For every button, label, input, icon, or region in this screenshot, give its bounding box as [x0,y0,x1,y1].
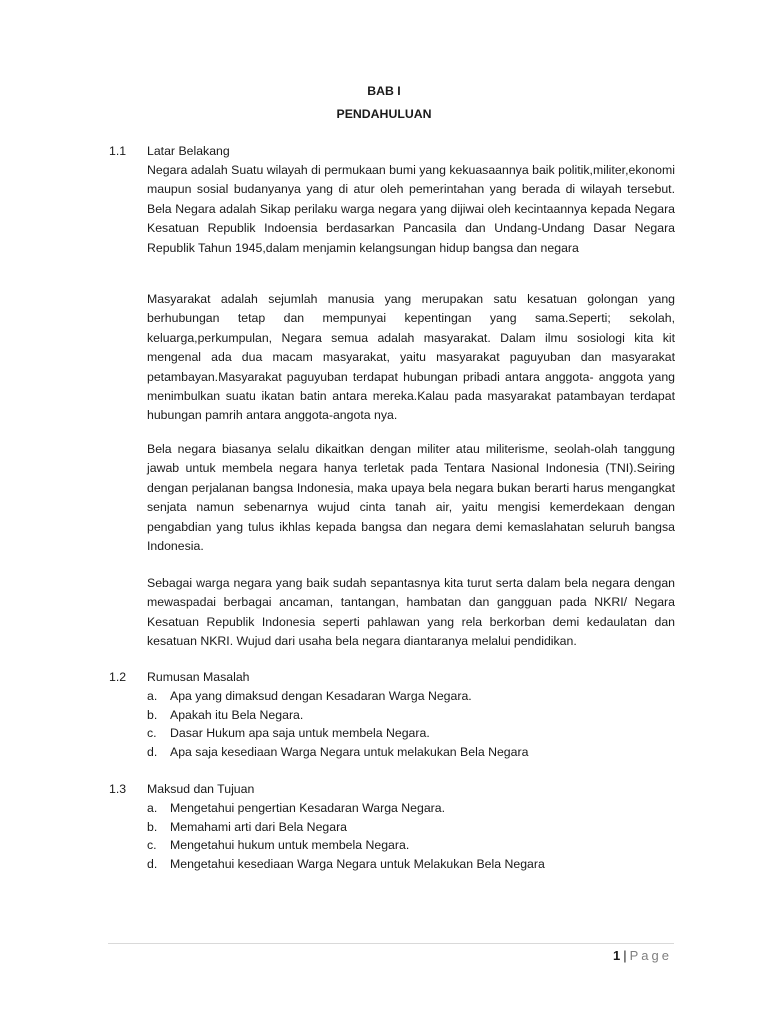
list-item-text: Apa yang dimaksud dengan Kesadaran Warga Negara. [170,689,472,703]
section-number-1-3: 1.3 [109,782,127,796]
list-marker: d. [147,744,158,759]
footer-separator: | [623,948,627,963]
section-title-latar-belakang: Latar Belakang [147,144,230,158]
list-marker: b. [147,707,158,722]
list-marker: a. [147,801,158,815]
list-item-text: Apa saja kesediaan Warga Negara untuk melakukan Bela Negara [170,744,529,759]
list-item [147,799,675,818]
list-item [147,818,675,837]
list-marker: d. [147,856,158,871]
section-number-1-1: 1.1 [109,144,127,158]
section-number-1-2: 1.2 [109,670,127,684]
list-item [147,724,675,743]
list-item-text: Apakah itu Bela Negara. [170,707,304,722]
page-footer [613,948,672,963]
list-marker: c. [147,726,157,741]
list-marker: b. [147,819,158,834]
list-item-text: Memahami arti dari Bela Negara [170,819,348,834]
list-marker: a. [147,689,158,703]
list-item [147,836,675,855]
list-item-text: Mengetahui hukum untuk membela Negara. [170,838,410,853]
paragraph-negara: Negara adalah Suatu wilayah di permukaan bumi yang kekuasaannya baik politik,militer,ekonomi maupun sosial budanyanya yang di atur oleh pemerintahan yang berada di wilayah tersebut. Bela Negara adalah Sikap perilaku warga negara yang dijiwai oleh kecintaannya kepada Negara Kesatuan Republik Indoensia berdasarkan Pancasila dan Undang-Undang Dasar Negara Republik Tahun 1945,dalam menjamin kelangsungan hidup bangsa dan negara [147,163,675,255]
section-title-maksud-tujuan: Maksud dan Tujuan [147,782,255,796]
paragraph-bela-negara: Bela negara biasanya selalu dikaitkan dengan militer atau militerisme, seolah-olah tanggung jawab untuk membela negara hanya terletak pada Tentara Nasional Indonesia (TNI).Seiring dengan perjalanan bangsa Indonesia, maka upaya bela negara bukan berarti harus mengangkat senjata namun sebenarnya wujud cinta tanah air, yaitu mengisi kemerdekaan dengan pengabdian yang tulus ikhlas kepada bangsa dan negara demi kemaslahatan seluruh bangsa Indonesia. [147,442,675,554]
list-item-text: Mengetahui pengertian Kesadaran Warga Negara. [170,801,446,815]
section-title-rumusan-masalah: Rumusan Masalah [147,670,250,684]
paragraph-masyarakat: Masyarakat adalah sejumlah manusia yang merupakan satu kesatuan golongan yang berhubungan tetap dan mempunyai kepentingan yang sama.Seperti; sekolah, keluarga,perkumpulan, Negara semua adalah masyarakat. Dalam ilmu sosiologi kita kit mengenal ada dua macam masyarakat, yaitu masyarakat paguyuban dan masyarakat petambayan.Masyarakat paguyuban terdapat hubungan pribadi antara anggota- anggota yang menimbulkan suatu ikatan batin antara mereka.Kalau pada masyarakat patambayan terdapat hubungan pamrih antara anggota-angota nya. [147,292,675,423]
paragraph-warga-negara: Sebagai warga negara yang baik sudah sepantasnya kita turut serta dalam bela negara dengan mewaspadai berbagai ancaman, tantangan, hambatan dan gangguan pada NKRI/ Negara Kesatuan Republik Indonesia seperti pahlawan yang rela berkorban demi kedaulatan dan kesatuan NKRI. Wujud dari usaha bela negara diantaranya melalui pendidikan. [147,576,675,649]
rumusan-masalah-list [147,687,675,761]
list-marker: c. [147,838,157,853]
page-label: Page [629,948,672,963]
list-item [147,706,675,725]
chapter-title: PENDAHULUAN [336,107,432,121]
list-item [147,687,675,706]
page-number: 1 [613,948,621,963]
chapter-label: BAB I [367,84,401,98]
maksud-tujuan-list [147,799,675,873]
list-item [147,743,675,762]
list-item-text: Dasar Hukum apa saja untuk membela Negara. [170,726,430,741]
footer-divider [108,943,674,944]
list-item [147,855,675,874]
list-item-text: Mengetahui kesediaan Warga Negara untuk Melakukan Bela Negara [170,856,545,871]
